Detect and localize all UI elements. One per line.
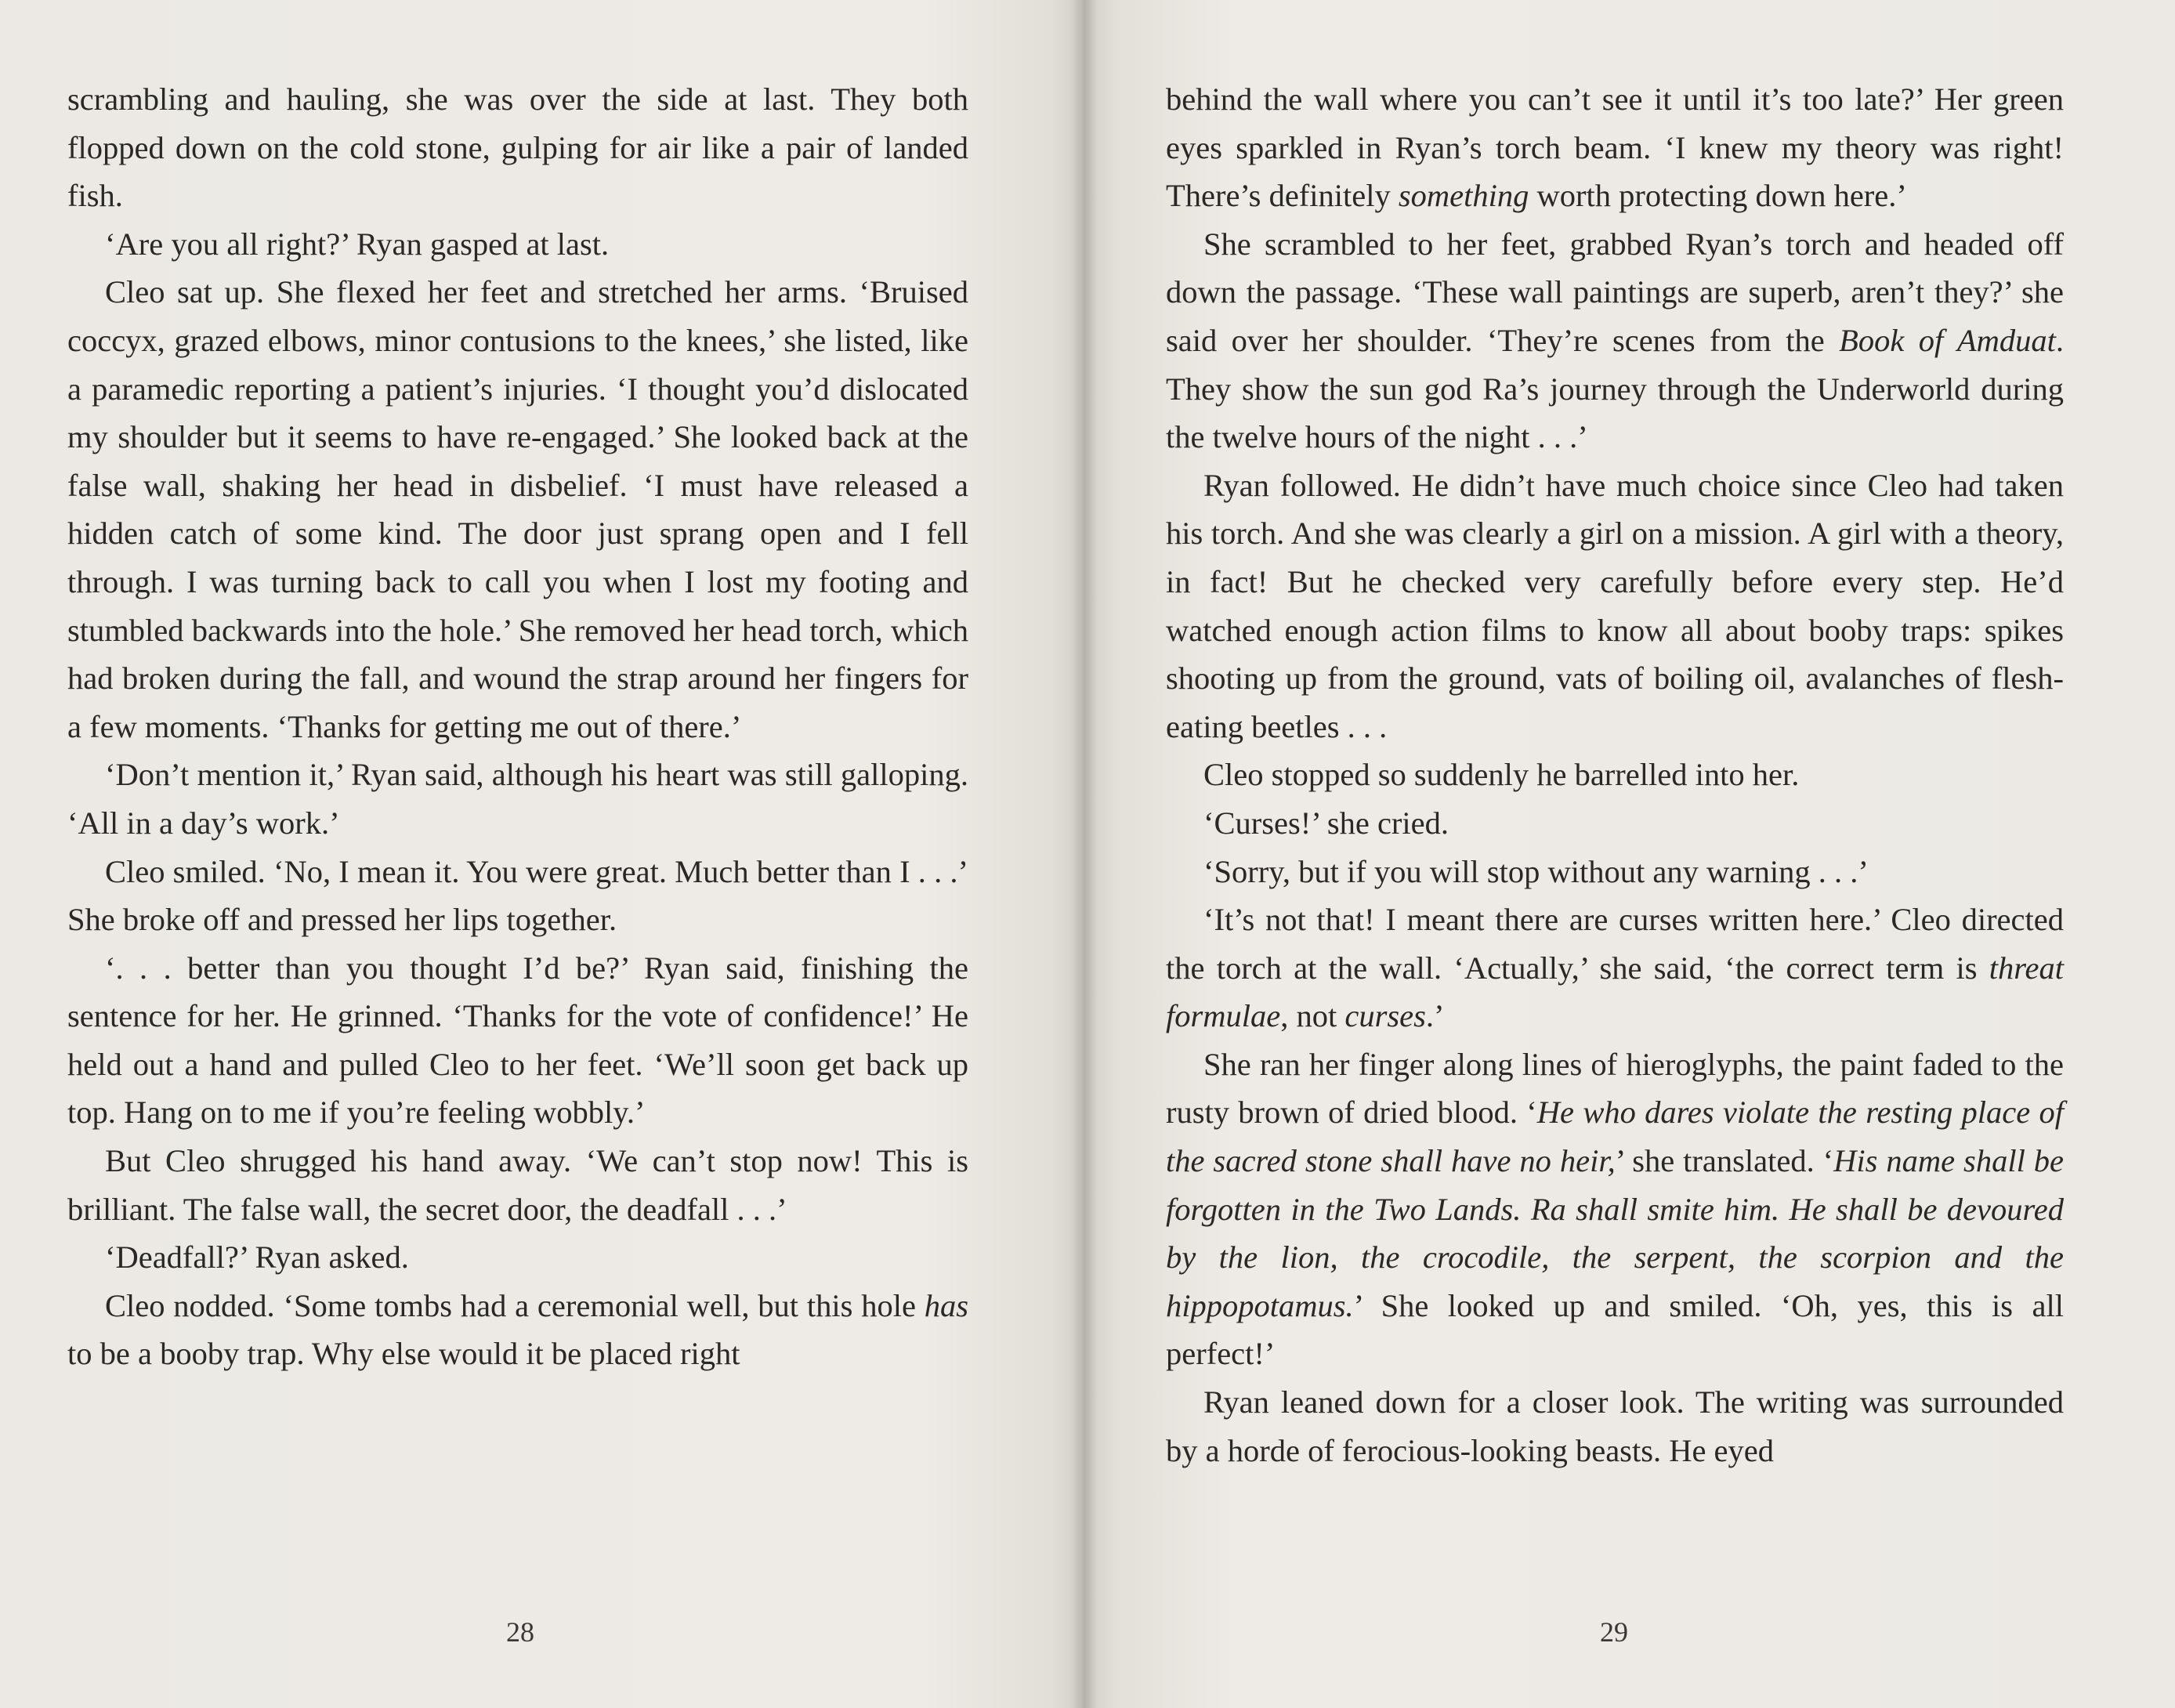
paragraph xyxy=(1166,461,2064,751)
italic-text: curses xyxy=(1344,998,1426,1034)
text-run: ‘Sorry, but if you will stop without any warning . . .’ xyxy=(1203,853,1869,889)
italic-text: His name shall be forgotten in the Two Lands. Ra shall smite him. He shall be devoured by the lion, the crocodile, the serpent, the scorpion and the hippopotamus. xyxy=(1166,1143,2064,1323)
text-run: She scrambled to her feet, grabbed Ryan’s torch and headed off down the passage. ‘These wall paintings are superb, aren’t they?’ she said over her shoulder. ‘They’re scenes from the xyxy=(1166,226,2064,358)
text-run: ‘Deadfall?’ Ryan asked. xyxy=(105,1239,409,1276)
paragraph xyxy=(67,848,968,944)
paragraph xyxy=(1166,75,2064,220)
text-run: Cleo smiled. ‘No, I mean it. You were great. Much better than I . . .’ She broke off and pressed her lips together. xyxy=(67,853,968,938)
text-run: behind the wall where you can’t see it until it’s too late?’ Her green eyes sparkled in Ryan’s torch beam. ‘I knew my theory was right! There’s definitely xyxy=(1166,81,2064,214)
paragraph xyxy=(67,268,968,751)
text-run: ‘It’s not that! I meant there are curses written here.’ Cleo directed the torch at the wall. ‘Actually,’ she said, ‘the correct term is xyxy=(1166,902,2064,986)
text-run: .’ xyxy=(1425,998,1445,1034)
paragraph xyxy=(1166,220,2064,461)
paragraph xyxy=(67,751,968,847)
text-run: scrambling and hauling, she was over the side at last. They both flopped down on the cold stone, gulping for air like a pair of landed fish. xyxy=(67,81,968,214)
text-run: ’ She looked up and smiled. ‘Oh, yes, this is all perfect!’ xyxy=(1166,1287,2064,1372)
paragraph xyxy=(1166,799,2064,848)
text-run: But Cleo shrugged his hand away. ‘We can’t stop now! This is brilliant. The false wall, the secret door, the deadfall . . .’ xyxy=(67,1143,968,1227)
text-run: Cleo sat up. She flexed her feet and stretched her arms. ‘Bruised coccyx, grazed elbows, minor contusions to the knees,’ she listed, like a paramedic reporting a patient’s injuries. ‘I thought you’d dislocated my shoulder but it seems to have re-engaged.’ She looked back at the false wall, shaking her head in disbelief. ‘I must have released a hidden catch of some kind. The door just sprang open and I fell through. I was turning back to call you when I lost my footing and stumbled backwards into the hole.’ She removed her head torch, which had broken during the fall, and wound the strap around her fingers for a few moments. ‘Thanks for getting me out of there.’ xyxy=(67,274,968,744)
text-run: She ran her finger along lines of hieroglyphs, the paint faded to the rusty brown of dried blood. ‘ xyxy=(1166,1046,2064,1131)
text-run: ‘. . . better than you thought I’d be?’ Ryan said, finishing the sentence for her. He grinned. ‘Thanks for the vote of confidence!’ He held out a hand and pulled Cleo to her feet. ‘We’ll soon get back up top. Hang on to me if you’re feeling wobbly.’ xyxy=(67,950,968,1131)
text-run: worth protecting down here.’ xyxy=(1529,178,1907,214)
right-page xyxy=(1083,0,2175,1708)
text-run: . They show the sun god Ra’s journey through the Underworld during the twelve hours of the night . . .’ xyxy=(1166,322,2064,455)
text-run: Ryan followed. He didn’t have much choice since Cleo had taken his torch. And she was clearly a girl on a mission. A girl with a theory, in fact! But he checked very carefully before every step. He’d watched enough action films to know all about booby traps: spikes shooting up from the ground, vats of boiling oil, avalanches of flesh-eating beetles . . . xyxy=(1166,467,2064,744)
left-page xyxy=(0,0,1083,1708)
paragraph xyxy=(1166,1040,2064,1378)
paragraph xyxy=(67,1282,968,1378)
italic-text: has xyxy=(924,1287,968,1323)
italic-text: something xyxy=(1398,178,1529,214)
book-gutter xyxy=(1070,0,1097,1708)
paragraph xyxy=(1166,848,2064,896)
paragraph xyxy=(1166,1378,2064,1475)
left-page-number: 28 xyxy=(506,1616,534,1648)
paragraph xyxy=(1166,751,2064,799)
paragraph xyxy=(1166,896,2064,1040)
italic-text: He who dares violate the resting place of the sacred stone shall have no heir, xyxy=(1166,1095,2064,1179)
text-run: , not xyxy=(1280,998,1345,1034)
paragraph xyxy=(67,1233,968,1282)
left-page-text xyxy=(67,75,968,1378)
paragraph xyxy=(67,1137,968,1233)
right-page-text xyxy=(1166,75,2064,1475)
text-run: ’ she translated. ‘ xyxy=(1615,1143,1834,1179)
italic-text: Book of Amduat xyxy=(1839,322,2056,358)
text-run: Cleo nodded. ‘Some tombs had a ceremonial well, but this hole xyxy=(105,1287,925,1323)
text-run: ‘Curses!’ she cried. xyxy=(1203,805,1449,841)
right-page-number: 29 xyxy=(1600,1616,1628,1648)
paragraph xyxy=(67,944,968,1137)
text-run: ‘Don’t mention it,’ Ryan said, although his heart was still galloping. ‘All in a day’s work.’ xyxy=(67,757,968,841)
text-run: ‘Are you all right?’ Ryan gasped at last. xyxy=(105,226,610,262)
paragraph xyxy=(67,220,968,269)
text-run: Cleo stopped so suddenly he barrelled into her. xyxy=(1203,757,1800,793)
text-run: Ryan leaned down for a closer look. The writing was surrounded by a horde of ferocious-looking beasts. He eyed xyxy=(1166,1384,2064,1468)
italic-text: threat formulae xyxy=(1166,950,2064,1034)
paragraph xyxy=(67,75,968,220)
text-run: to be a booby trap. Why else would it be placed right xyxy=(67,1336,740,1372)
